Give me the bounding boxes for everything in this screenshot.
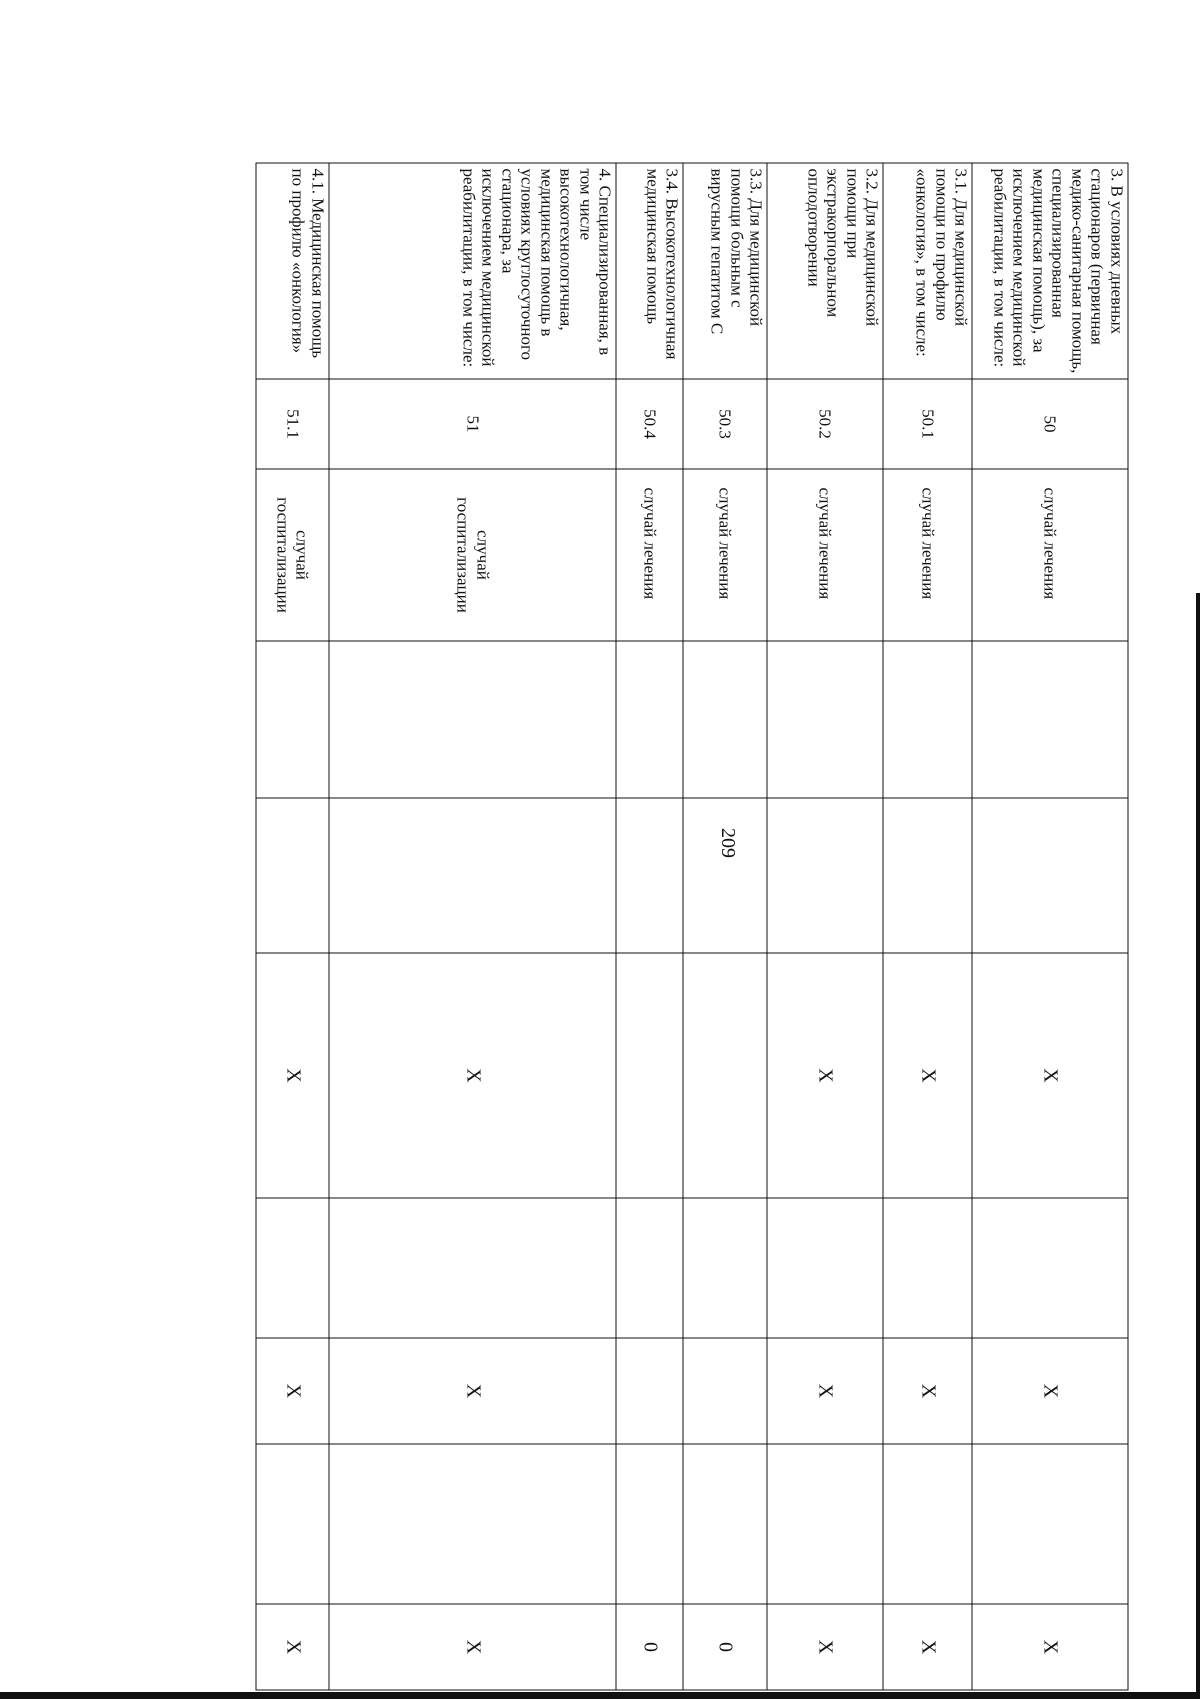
- cell-value: [767, 1198, 883, 1338]
- cell-value: X: [883, 1338, 972, 1444]
- cell-value: [616, 1338, 683, 1444]
- cell-value: X: [767, 1604, 883, 1690]
- cell-value: X: [329, 953, 617, 1198]
- cell-value: [883, 1198, 972, 1338]
- row-label: 3. В условиях дневных стационаров (первичная медико-санитарная помощь, специализированная медицинская помощь), за исключением медицинской реабилитации, в том числе:: [972, 163, 1128, 379]
- table-row: [767, 163, 883, 1690]
- cell-value: [883, 641, 972, 798]
- scan-edge-right: [1196, 593, 1200, 1699]
- cell-value: [683, 1338, 767, 1444]
- cell-value: [972, 798, 1128, 953]
- cell-value: [883, 1444, 972, 1604]
- cell-value: [329, 798, 617, 953]
- cell-value: X: [256, 953, 329, 1198]
- row-unit: случай лечения: [616, 469, 683, 641]
- cell-value: X: [329, 1604, 617, 1690]
- cell-value: [616, 1444, 683, 1604]
- cell-value: 0: [616, 1604, 683, 1690]
- table-container: [256, 163, 1129, 1655]
- table-row: [329, 163, 617, 1690]
- cell-value: [329, 1444, 617, 1604]
- table-row: [972, 163, 1128, 1690]
- cell-value: X: [883, 1604, 972, 1690]
- row-unit: случай лечения: [683, 469, 767, 641]
- cell-value: [256, 641, 329, 798]
- cell-value: [767, 798, 883, 953]
- row-label: 3.1. Для медицинской помощи по профилю «онкология», в том числе:: [883, 163, 972, 379]
- table-row: [683, 163, 767, 1690]
- cell-value: 0: [683, 1604, 767, 1690]
- cell-value: X: [256, 1604, 329, 1690]
- cell-value: [972, 1444, 1128, 1604]
- cell-value: X: [767, 1338, 883, 1444]
- cell-value: [683, 641, 767, 798]
- scan-edge-bottom: [0, 1692, 1200, 1699]
- cell-value: [329, 1198, 617, 1338]
- row-unit: случай лечения: [767, 469, 883, 641]
- row-code: 51.1: [256, 379, 329, 469]
- table-row: [883, 163, 972, 1690]
- cell-value: X: [883, 953, 972, 1198]
- cell-value: [616, 953, 683, 1198]
- row-unit: случай госпитализации: [256, 469, 329, 641]
- cell-value: [972, 1198, 1128, 1338]
- row-label: 3.2. Для медицинской помощи при экстракорпоральном оплодотворении: [767, 163, 883, 379]
- cell-value: [767, 641, 883, 798]
- row-label: 4.1. Медицинская помощь по профилю «онкология»: [256, 163, 329, 379]
- row-code: 50.4: [616, 379, 683, 469]
- row-code: 51: [329, 379, 617, 469]
- cell-value: [256, 1444, 329, 1604]
- cell-value: [616, 1198, 683, 1338]
- data-table: [256, 163, 1129, 1691]
- cell-value: [616, 798, 683, 953]
- cell-value: [256, 1198, 329, 1338]
- cell-value: X: [767, 953, 883, 1198]
- cell-value: [683, 1198, 767, 1338]
- cell-value: X: [972, 1338, 1128, 1444]
- row-unit: случай лечения: [972, 469, 1128, 641]
- cell-value: X: [256, 1338, 329, 1444]
- row-code: 50.1: [883, 379, 972, 469]
- cell-value: [329, 641, 617, 798]
- row-code: 50.2: [767, 379, 883, 469]
- cell-value: [883, 798, 972, 953]
- row-code: 50.3: [683, 379, 767, 469]
- row-code: 50: [972, 379, 1128, 469]
- cell-value: [767, 1444, 883, 1604]
- cell-value: [972, 641, 1128, 798]
- row-label: 3.4. Высокотехнологичная медицинская помощь: [616, 163, 683, 379]
- page-number: 209: [717, 828, 739, 858]
- row-label: 3.3. Для медицинской помощи больным с вирусным гепатитом С: [683, 163, 767, 379]
- table-row: [616, 163, 683, 1690]
- cell-value: X: [329, 1338, 617, 1444]
- cell-value: X: [972, 953, 1128, 1198]
- cell-value: [256, 798, 329, 953]
- cell-value: [616, 641, 683, 798]
- row-unit: случай госпитализации: [329, 469, 617, 641]
- cell-value: [683, 1444, 767, 1604]
- row-label: 4. Специализированная, в том числе высокотехнологичная, медицинская помощь в условиях круглосуточного стационара, за исключением медицинской реабилитации, в том числе:: [329, 163, 617, 379]
- table-row: [256, 163, 329, 1690]
- cell-value: [683, 798, 767, 953]
- row-unit: случай лечения: [883, 469, 972, 641]
- cell-value: [683, 953, 767, 1198]
- cell-value: X: [972, 1604, 1128, 1690]
